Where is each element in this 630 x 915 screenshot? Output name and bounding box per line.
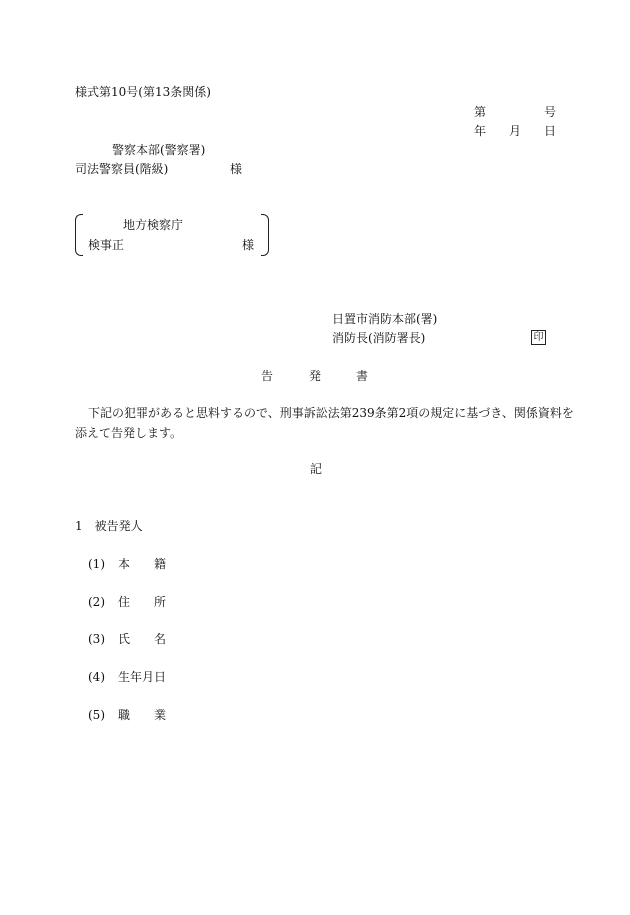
item-label: 住 所 <box>118 595 167 609</box>
form-number: 様式第10号(第13条関係) <box>75 85 211 99</box>
seal-box: 印 <box>531 330 546 345</box>
item-number: (2) <box>88 595 105 609</box>
item-number: (3) <box>88 632 105 646</box>
ki-marker: 記 <box>310 462 323 476</box>
prosecutor-officer: 検事正 <box>88 238 125 252</box>
item-label: 氏 名 <box>118 632 167 646</box>
date-month: 月 <box>509 124 522 138</box>
left-bracket <box>75 214 83 256</box>
sender-org: 日置市消防本部(署) <box>332 312 438 326</box>
title-char-1: 告 <box>261 369 274 383</box>
item-number: (4) <box>88 670 105 684</box>
body-line-1: 下記の犯罪があると思料するので、刑事訴訟法第239条第2項の規定に基づき、関係資料を <box>88 406 574 420</box>
item-label: 本 籍 <box>118 557 167 571</box>
item-label: 職 業 <box>118 708 167 722</box>
right-bracket <box>261 214 269 256</box>
item-number: (1) <box>88 557 105 571</box>
section-heading: 1 被告発人 <box>75 519 143 533</box>
police-honorific: 様 <box>230 162 243 176</box>
sender-title: 消防長(消防署長) <box>332 331 426 345</box>
doc-number-suffix: 号 <box>544 105 557 119</box>
title-char-2: 発 <box>309 369 322 383</box>
date-day: 日 <box>544 124 557 138</box>
doc-number-prefix: 第 <box>474 105 487 119</box>
prosecutor-org: 地方検察庁 <box>123 218 184 232</box>
police-org: 警察本部(警察署) <box>112 143 206 157</box>
date-year: 年 <box>474 124 487 138</box>
title-char-3: 書 <box>356 369 369 383</box>
item-number: (5) <box>88 708 105 722</box>
police-officer: 司法警察員(階級) <box>75 162 169 176</box>
prosecutor-honorific: 様 <box>242 238 255 252</box>
body-line-2: 添えて告発します。 <box>75 426 183 440</box>
item-label: 生年月日 <box>118 670 167 684</box>
